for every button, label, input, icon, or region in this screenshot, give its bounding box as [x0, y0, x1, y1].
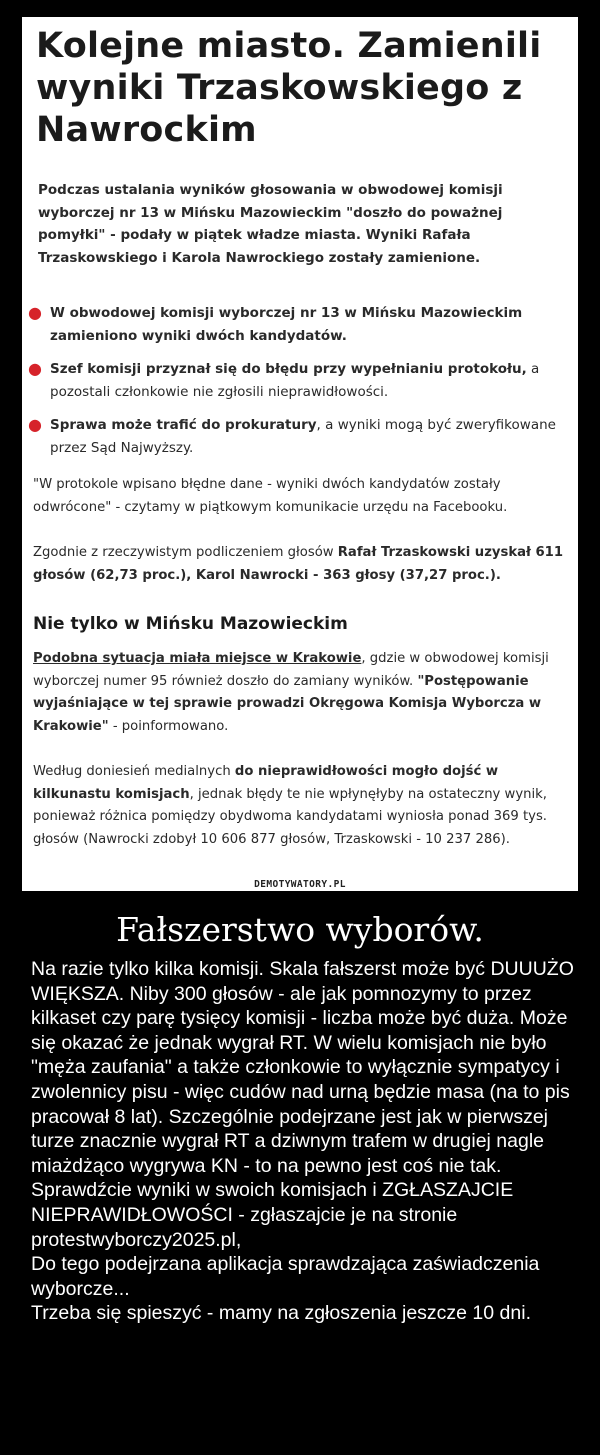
article-lead: Podczas ustalania wyników głosowania w obwodowej komisji wyborczej nr 13 w Mińsku Mazowieckim "doszło do poważnej pomyłki" - podały w piątek władze miasta. Wyniki Rafała Trzaskowskiego i Karola Nawrockiego zostały zamienione.	[38, 182, 503, 266]
watermark: DEMOTYWATORY.PL	[254, 879, 346, 890]
bullet-dot-icon: ●	[28, 415, 42, 434]
results-paragraph	[33, 542, 573, 587]
bullet-bold: Sprawa może trafić do prokuratury	[50, 417, 317, 433]
krakow-link[interactable]: Podobna sytuacja miała miejsce w Krakowie	[33, 651, 362, 666]
bullet-item	[22, 358, 578, 403]
post-description: Na razie tylko kilka komisji. Skala fałszerst może być DUUUŻO WIĘKSZA. Niby 300 głosów - ale jak pomnozymy to przez kilkaset czy parę tysięcy komisji - liczba może być duża. Może się okazać że jednak wygrał RT. W wielu komisjach nie było "męża zaufania" a także członkowie to wyłącznie sympatycy i zwolennicy pisu - więc cudów nad urną będzie masa (na to pis pracował 8 lat). Szczególnie podejrzane jest jak w pierwszej turze znacznie wygrał RT a dziwnym trafem w drugiej nagle miażdżąco wygrywa KN - to na pewno jest coś nie tak. Sprawdźcie wyniki w swoich komisjach i ZGŁASZAJCIE NIEPRAWIDŁOWOŚCI - zgłaszajcie je na stronie protestwyborczy2025.pl, Do tego podejrzana aplikacja sprawdzająca zaświadczenia wyborcze... Trzeba się spieszyć - mamy na zgłoszenia jeszcze 10 dni.	[31, 958, 574, 1325]
media-end: , jednak błędy te nie wpłynęłyby na ostateczny wynik, ponieważ różnica pomiędzy obydwoma kandydatami wyniosła ponad 369 tys. głosów (Nawrocki zdobył 10 606 877 głosów, Trzaskowski - 10 237 286).	[33, 786, 548, 847]
media-bold: do nieprawidłowości mogło dojść w kilkunastu komisjach	[33, 764, 499, 802]
bullet-item	[22, 414, 578, 459]
bullet-bold: W obwodowej komisji wyborczej nr 13 w Mińsku Mazowieckim zamieniono wyniki dwóch kandydatów.	[50, 305, 523, 344]
results-text: Zgodnie z rzeczywistym podliczeniem głosów	[33, 545, 338, 560]
bullet-list	[22, 302, 578, 470]
section-subheading: Nie tylko w Mińsku Mazowieckim	[33, 614, 348, 634]
media-text: Według doniesień medialnych	[33, 764, 235, 779]
krakow-text: , gdzie w obwodowej komisji wyborczej numer 95 również doszło do zamiany wyników.	[33, 651, 549, 689]
quote-paragraph: "W protokole wpisano błędne dane - wyniki dwóch kandydatów zostały odwrócone" - czytamy w piątkowym komunikacie urzędu na Facebooku.	[33, 477, 508, 515]
bullet-bold: Szef komisji przyznał się do błędu przy wypełnianiu protokołu,	[50, 361, 527, 377]
bullet-item	[22, 302, 578, 347]
media-paragraph	[33, 761, 573, 851]
bullet-dot-icon: ●	[28, 359, 42, 378]
bullet-text: , a wyniki mogą być zweryfikowane przez Sąd Najwyższy.	[50, 417, 556, 456]
bullet-dot-icon: ●	[28, 303, 42, 322]
article-image	[22, 17, 578, 891]
krakow-end: - poinformowano.	[108, 718, 229, 734]
krakow-paragraph	[33, 648, 573, 738]
post-title: Fałszerstwo wyborów.	[116, 910, 484, 949]
bullet-text: a pozostali członkowie nie zgłosili nieprawidłowości.	[50, 361, 540, 400]
results-bold: Rafał Trzaskowski uzyskał 611 głosów (62,73 proc.), Karol Nawrocki - 363 głosy (37,27 proc.).	[33, 545, 563, 583]
krakow-quote: "Postępowanie wyjaśniające w tej sprawie prowadzi Okręgowa Komisja Wyborcza w Krakowie"	[33, 673, 542, 734]
article-headline: Kolejne miasto. Zamienili wyniki Trzaskowskiego z Nawrockim	[36, 26, 542, 150]
